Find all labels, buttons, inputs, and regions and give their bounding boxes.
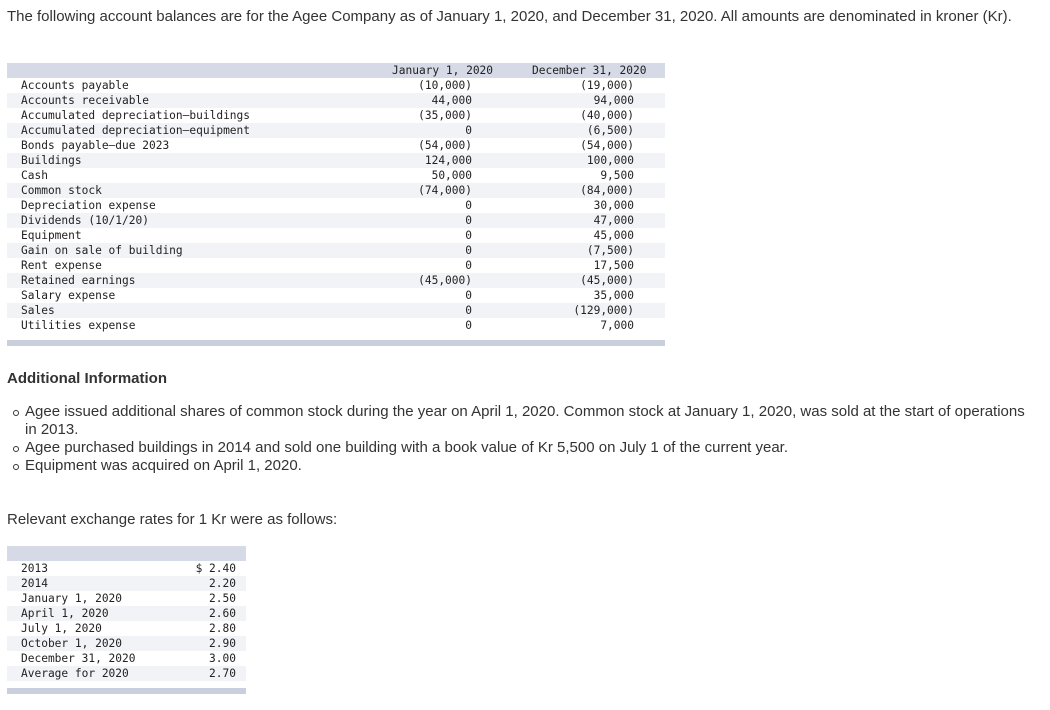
rates-table bbox=[7, 561, 246, 681]
rate-value: 2.20 bbox=[209, 577, 236, 590]
account-label: Sales bbox=[21, 304, 55, 317]
table-row bbox=[7, 621, 246, 636]
account-label: Equipment bbox=[21, 229, 82, 242]
account-label: Buildings bbox=[21, 154, 82, 167]
jan-value: (45,000) bbox=[418, 274, 472, 287]
account-label: Dividends (10/1/20) bbox=[21, 214, 149, 227]
rate-label: January 1, 2020 bbox=[21, 592, 123, 605]
rates-header-band bbox=[7, 546, 246, 561]
table-row bbox=[7, 123, 665, 138]
rate-value: 2.50 bbox=[209, 592, 236, 605]
rate-value: 2.60 bbox=[209, 607, 236, 620]
account-label: Accounts payable bbox=[21, 79, 129, 92]
jan-value: 50,000 bbox=[431, 169, 472, 182]
rate-label: 2013 bbox=[21, 562, 48, 575]
account-label: Bonds payable–due 2023 bbox=[21, 139, 170, 152]
table-row bbox=[7, 303, 665, 318]
account-label: Accumulated depreciation–equipment bbox=[21, 124, 251, 137]
rate-label: July 1, 2020 bbox=[21, 622, 102, 635]
dec-value: (45,000) bbox=[580, 274, 634, 287]
jan-value: (10,000) bbox=[418, 79, 472, 92]
balances-table bbox=[7, 78, 665, 333]
account-label: Common stock bbox=[21, 184, 102, 197]
list-item bbox=[25, 439, 1025, 457]
dec-value: 45,000 bbox=[593, 229, 634, 242]
bullet-text: Agee issued additional shares of common stock during the year on April 1, 2020. Common stock at January 1, 2020, was sold at the start of operations in 2013. bbox=[25, 403, 1025, 438]
bullet-icon bbox=[13, 464, 19, 470]
table-row bbox=[7, 258, 665, 273]
table-row bbox=[7, 318, 665, 333]
dec-value: (40,000) bbox=[580, 109, 634, 122]
rate-label: Average for 2020 bbox=[21, 667, 129, 680]
account-label: Cash bbox=[21, 169, 48, 182]
dec-value: (129,000) bbox=[573, 304, 634, 317]
table-row bbox=[7, 153, 665, 168]
jan-value: 0 bbox=[465, 259, 472, 272]
table-row bbox=[7, 93, 665, 108]
jan-value: (54,000) bbox=[418, 139, 472, 152]
account-label: Utilities expense bbox=[21, 319, 136, 332]
table-row bbox=[7, 138, 665, 153]
table-row bbox=[7, 576, 246, 591]
rate-label: October 1, 2020 bbox=[21, 637, 123, 650]
rate-label: December 31, 2020 bbox=[21, 652, 136, 665]
jan-value: 0 bbox=[465, 124, 472, 137]
bullet-icon bbox=[13, 446, 19, 452]
rate-value: 2.70 bbox=[209, 667, 236, 680]
account-label: Retained earnings bbox=[21, 274, 136, 287]
table-row bbox=[7, 606, 246, 621]
table-row bbox=[7, 168, 665, 183]
dec-value: (84,000) bbox=[580, 184, 634, 197]
bullet-icon bbox=[13, 410, 19, 416]
dec-value: (6,500) bbox=[586, 124, 634, 137]
dec-value: (7,500) bbox=[586, 244, 634, 257]
jan-value: 0 bbox=[465, 229, 472, 242]
account-label: Accumulated depreciation–buildings bbox=[21, 109, 251, 122]
rate-label: April 1, 2020 bbox=[21, 607, 109, 620]
jan-value: 0 bbox=[465, 319, 472, 332]
table-row bbox=[7, 288, 665, 303]
account-label: Depreciation expense bbox=[21, 199, 156, 212]
balances-footer-band bbox=[7, 340, 665, 346]
table-row bbox=[7, 651, 246, 666]
table-row bbox=[7, 243, 665, 258]
rate-value: 2.80 bbox=[209, 622, 236, 635]
jan-value: (74,000) bbox=[418, 184, 472, 197]
account-label: Salary expense bbox=[21, 289, 116, 302]
jan-value: 0 bbox=[465, 304, 472, 317]
jan-value: (35,000) bbox=[418, 109, 472, 122]
dec-value: 47,000 bbox=[593, 214, 634, 227]
additional-info-title: Additional Information bbox=[7, 370, 167, 387]
dec-value: 30,000 bbox=[593, 199, 634, 212]
jan-value: 0 bbox=[465, 244, 472, 257]
dec-value: 35,000 bbox=[593, 289, 634, 302]
account-label: Gain on sale of building bbox=[21, 244, 183, 257]
dec-value: 94,000 bbox=[593, 94, 634, 107]
table-row bbox=[7, 228, 665, 243]
table-row bbox=[7, 198, 665, 213]
rate-value: 3.00 bbox=[209, 652, 236, 665]
jan-value: 124,000 bbox=[424, 154, 472, 167]
bullet-text: Equipment was acquired on April 1, 2020. bbox=[25, 457, 302, 474]
table-row bbox=[7, 666, 246, 681]
jan-value: 0 bbox=[465, 289, 472, 302]
table-row bbox=[7, 273, 665, 288]
table-row bbox=[7, 213, 665, 228]
jan-value: 0 bbox=[465, 199, 472, 212]
jan-value: 44,000 bbox=[431, 94, 472, 107]
intro-text: The following account balances are for the Agee Company as of January 1, 2020, and December 31, 2020. All amounts are denominated in kroner (Kr). bbox=[7, 8, 1012, 25]
table-row bbox=[7, 183, 665, 198]
account-label: Rent expense bbox=[21, 259, 102, 272]
jan-value: 0 bbox=[465, 214, 472, 227]
rates-footer-band bbox=[7, 688, 246, 694]
rate-label: 2014 bbox=[21, 577, 48, 590]
list-item bbox=[25, 457, 1025, 475]
dec-value: 7,000 bbox=[600, 319, 634, 332]
col-header-jan: January 1, 2020 bbox=[392, 64, 494, 77]
dec-value: (19,000) bbox=[580, 79, 634, 92]
table-row bbox=[7, 108, 665, 123]
additional-info-list bbox=[7, 403, 1025, 475]
list-item bbox=[25, 403, 1025, 439]
dec-value: 9,500 bbox=[600, 169, 634, 182]
dec-value: 100,000 bbox=[586, 154, 634, 167]
table-row bbox=[7, 78, 665, 93]
table-row bbox=[7, 591, 246, 606]
bullet-text: Agee purchased buildings in 2014 and sold one building with a book value of Kr 5,500 on July 1 of the current year. bbox=[25, 439, 789, 456]
table-row bbox=[7, 561, 246, 576]
account-label: Accounts receivable bbox=[21, 94, 149, 107]
table-row bbox=[7, 636, 246, 651]
dec-value: (54,000) bbox=[580, 139, 634, 152]
rate-value: $ 2.40 bbox=[195, 562, 236, 575]
rate-value: 2.90 bbox=[209, 637, 236, 650]
dec-value: 17,500 bbox=[593, 259, 634, 272]
col-header-dec: December 31, 2020 bbox=[532, 64, 647, 77]
rates-intro: Relevant exchange rates for 1 Kr were as follows: bbox=[7, 511, 338, 528]
